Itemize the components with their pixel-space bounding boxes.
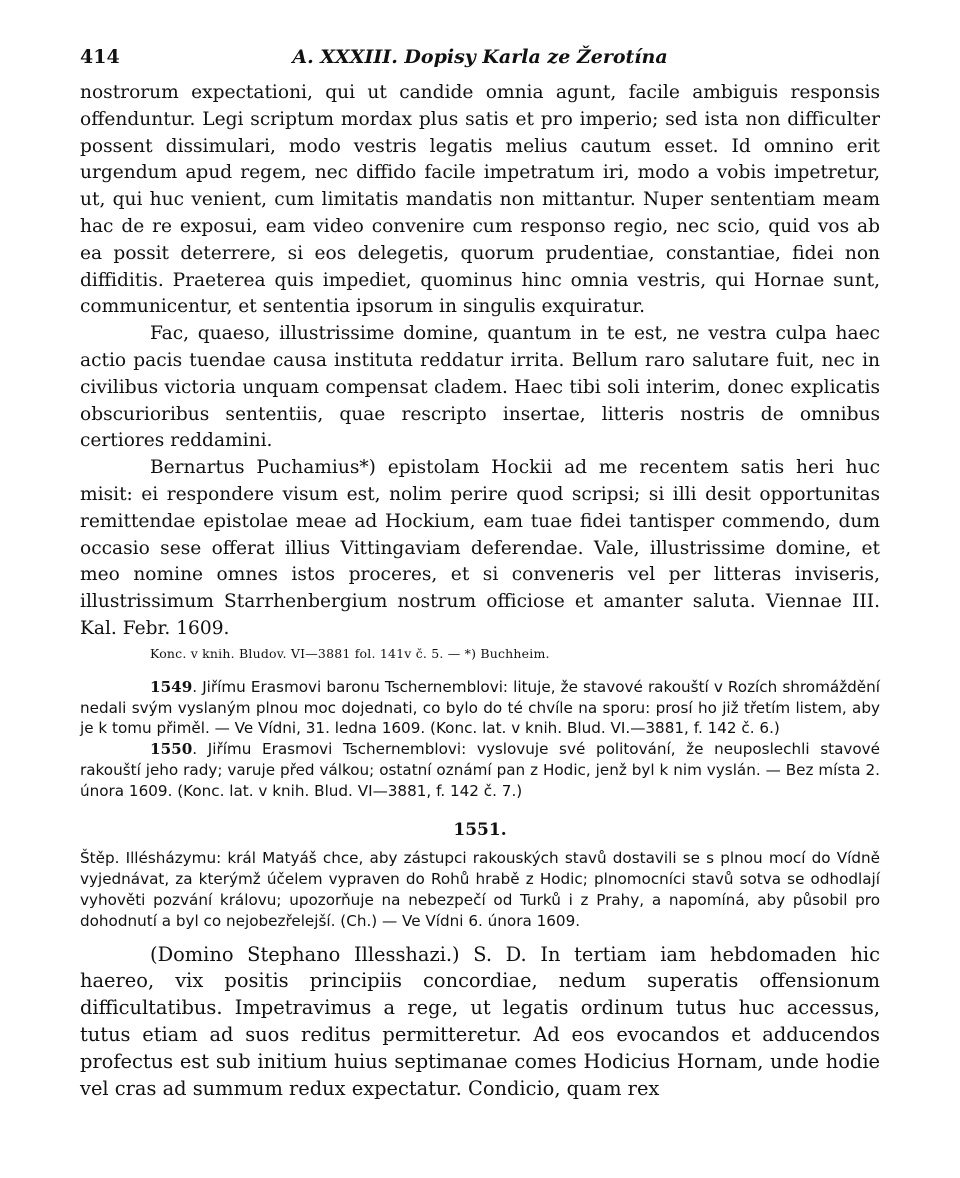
regest-1550: [80, 739, 880, 801]
document-number-1551: 1551.: [453, 819, 507, 840]
regest-1550-text: . Jiřímu Erasmovi Tschernemblovi: vyslovuje své politování, že neuposlechli stavové rakouští jeho rady; varuje před válkou; ostatní oznámí pan z Hodic, jenž byl k nim vyslán. — Bez místa 2. února 1609. (Konc. lat. v knih. Blud. VI—3881, f. 142 č. 7.): [80, 740, 880, 800]
latin-paragraph-2: Fac, quaeso, illustrissime domine, quantum in te est, ne vestra culpa haec actio pacis tuendae causa instituta reddatur irrita. Bellum raro salutare fuit, nec in civilibus victoria unquam compensat cladem. Haec tibi soli interim, donec explicatis obscurioribus sententiis, quae rescripto insertae, litteris nostris de omnibus certiores reddamini.: [80, 323, 880, 452]
source-note: Konc. v knih. Bludov. VI—3881 fol. 141v č. 5. — *) Buchheim.: [150, 645, 550, 661]
running-title: A. XXXIII. Dopisy Karla ze Žerotína: [292, 46, 668, 68]
page-header: [80, 40, 880, 80]
spacer: [80, 663, 880, 677]
latin-letter-1551: (Domino Stephano Illesshazi.) S. D. In tertiam iam hebdomaden hic haereo, vix positis principiis concordiae, nedum superatis offensionum difficultatibus. Impetravimus a rege, ut legatis ordinum tutus huc accessus, tutus etiam ad suos reditus permitteretur. Ad eos evocandos et adducendos profectus est sub initium huius septimanae comes Hodicius Hornam, unde hodie vel cras ad summum redux expectatur. Condicio, quam rex: [80, 942, 880, 1100]
page: [80, 40, 880, 1102]
regest-1550-number: 1550: [150, 740, 193, 759]
latin-paragraph-1: nostrorum expectationi, qui ut candide omnia agunt, facile ambiguis responsis offenduntur. Legi scriptum mordax plus satis et pro imperio; sed ista non difficulter possent dissimulari, modo vestris legatis melius cautum esset. Id omnino erit urgendum apud regem, nec diffido facile impetratum iri, modo a vobis impetretur, ut, qui huc venient, cum limitatis mandatis non mittantur. Nuper sententiam meam hac de re exposui, eam video convenire cum responso regio, nec scio, quid vos ab ea possit deterrere, si eos delegetis, quorum prudentiae, constantiae, fidei non diffiditis. Praeterea quis impediet, quominus hinc omnia vestris, qui Hornae sunt, communicentur, et sententia ipsorum in singulis exquiratur.: [80, 82, 880, 318]
regest-1549-text: . Jiřímu Erasmovi baronu Tschernemblovi: lituje, že stavové rakouští v Rozích shromáždění nedali svým vyslaným plnou moc dojednati, co bylo do té chvíle na sporu: prosí ho již třetím listem, aby je k tomu přiměl. — Ve Vídni, 31. ledna 1609. (Konc. lat. v knih. Blud. VI.—3881, f. 142 č. 6.): [80, 677, 880, 738]
page-number: 414: [80, 46, 120, 68]
latin-paragraph-3: Bernartus Puchamius*) epistolam Hockii ad me recentem satis heri huc misit: ei respondere visum est, nolim perire quod scripsi; si illi desit opportunitas remittendae epistolae meae ad Hockium, eam tuae fidei tantisper commendo, dum occasio sese offerat illius Vittingaviam deferendae. Vale, illustrissime domine, et meo nomine omnes istos proceres, et si conveneris vel per litteras inviseris, illustrissimum Starrhenbergium nostrum officiose et amanter saluta. Viennae III. Kal. Febr. 1609.: [80, 457, 880, 639]
regest-1551: Štěp. Illésházymu: král Matyáš chce, aby zástupci rakouských stavů dostavili se s plnou mocí do Vídně vyjednávat, za kterýmž účelem vypraven do Rohů hrabě z Hodic; plnomocníci stavů sotva se odhodlají vyhověti pozvání královu; upozorňuje na nebezpečí od Turků i z Prahy, a napomíná, aby působil pro dohodnutí a byl co nejobezřelejší. (Ch.) — Ve Vídni 6. února 1609.: [80, 848, 880, 930]
regest-1549: [80, 677, 880, 739]
regest-1549-number: 1549: [150, 677, 193, 696]
